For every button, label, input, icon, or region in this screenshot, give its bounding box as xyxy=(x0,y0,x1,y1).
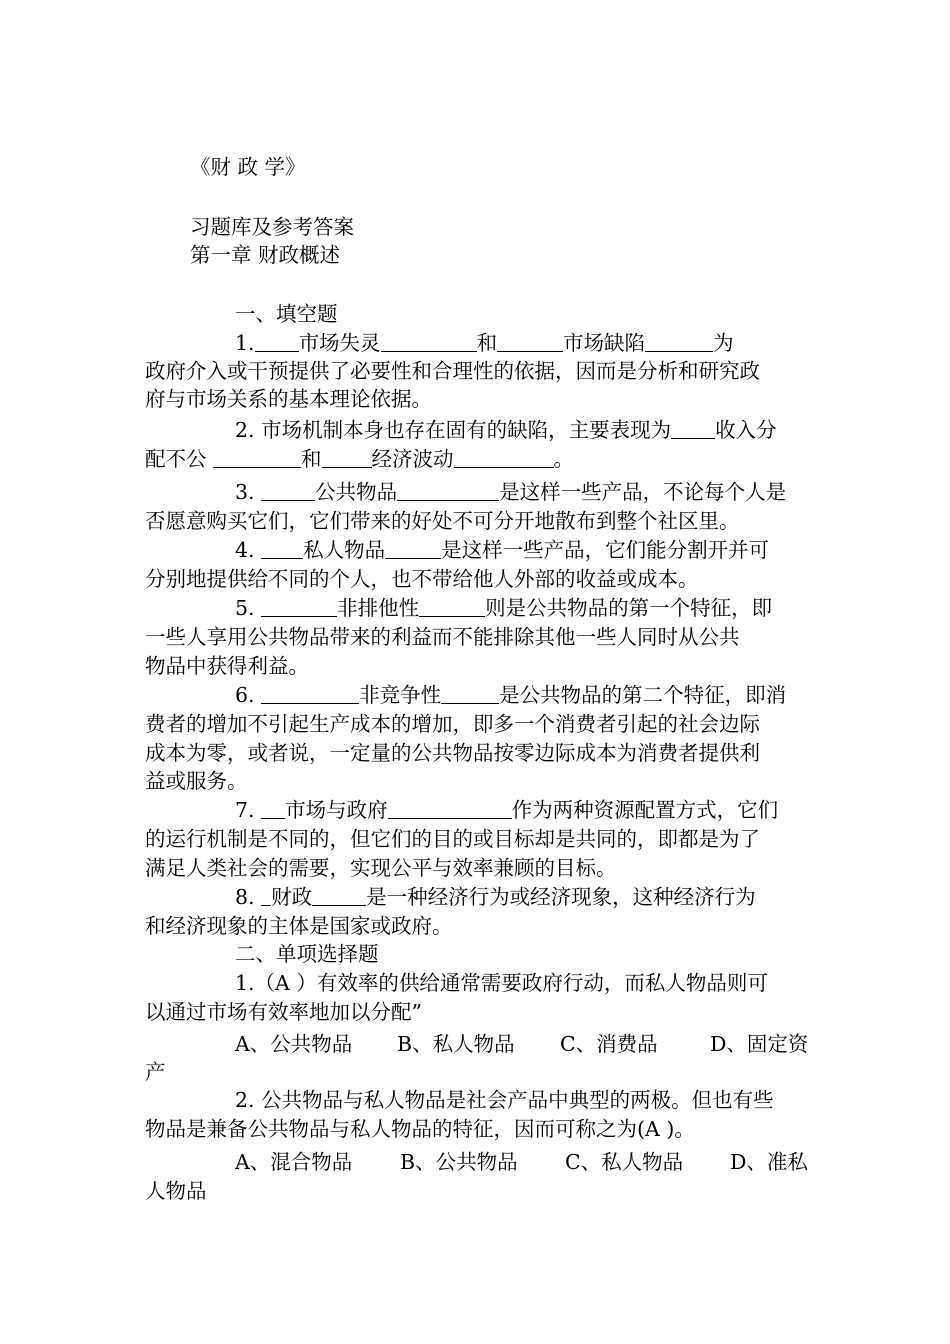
fill-q1-answer1: 市场失灵 xyxy=(298,331,381,355)
fill-q7-line3: 满足人类社会的需要，实现公平与效率兼顾的目标。 xyxy=(145,856,617,880)
fill-q4-line2: 分别地提供给不同的个人，也不带给他人外部的收益或成本。 xyxy=(145,567,699,591)
choice-q1-line1: 1.（A ）有效率的供给通常需要政府行动，而私人物品则可 xyxy=(235,971,768,995)
fill-q2-answer1: 收入分 xyxy=(715,418,777,442)
fill-q4-answer: 私人物品 xyxy=(303,538,386,562)
fill-q4-line1: 4. 私人物品 是这样一些产品，它们能分割开并可 xyxy=(235,538,770,562)
fill-q1-line3: 府与市场关系的基本理论依据。 xyxy=(145,387,432,411)
fill-q3-line1: 3. 公共物品 是这样一些产品，不论每个人是 xyxy=(235,480,787,504)
fill-q6-line3: 成本为零，或者说，一定量的公共物品按零边际成本为消费者提供利 xyxy=(145,741,760,765)
choice-q2-option-d-cont: 人物品 xyxy=(145,1179,207,1203)
fill-q2-line2: 配不公 和 经济波动 。 xyxy=(145,447,575,471)
fill-q8-answer: 财政 xyxy=(271,885,313,909)
fill-q6-line1: 6. 非竞争性 是公共物品的第二个特征，即消 xyxy=(235,683,787,707)
section-heading-choice: 二、单项选择题 xyxy=(235,942,379,966)
fill-q2-line1: 2. 市场机制本身也存在固有的缺陷，主要表现为 收入分 xyxy=(235,418,777,442)
doc-subtitle: 习题库及参考答案 xyxy=(190,215,354,239)
fill-q6-line2: 费者的增加不引起生产成本的增加，即多一个消费者引起的社会边际 xyxy=(145,712,760,736)
fill-q6-line4: 益或服务。 xyxy=(145,769,248,793)
fill-q8-line1: 8. 财政 是一种经济行为或经济现象，这种经济行为 xyxy=(235,885,756,909)
fill-q8-line2: 和经济现象的主体是国家或政府。 xyxy=(145,914,453,938)
fill-q1-line1: 1. 市场失灵 和 市场缺陷 为 xyxy=(235,331,734,355)
fill-q7-answer: 市场与政府 xyxy=(285,798,388,822)
choice-q1-option-d: D、固定资 xyxy=(710,1032,809,1056)
fill-q1-answer2: 市场缺陷 xyxy=(563,331,646,355)
choice-q2-option-d: D、准私 xyxy=(730,1150,808,1174)
fill-q5-line3: 物品中获得利益。 xyxy=(145,654,309,678)
fill-q5-line1: 5. 非排他性 则是公共物品的第一个特征，即 xyxy=(235,596,773,620)
choice-q1-option-b: B、私人物品 xyxy=(397,1032,515,1056)
choice-q2-line1: 2. 公共物品与私人物品是社会产品中典型的两极。但也有些 xyxy=(235,1088,774,1112)
choice-q2-line2: 物品是兼备公共物品与私人物品的特征，因而可称之为(A )。 xyxy=(145,1117,695,1141)
choice-q2-option-b: B、公共物品 xyxy=(400,1150,518,1174)
choice-q1-option-d-cont: 产 xyxy=(145,1060,166,1084)
fill-q3-line2: 否愿意购买它们，它们带来的好处不可分开地散布到整个社区里。 xyxy=(145,509,740,533)
choice-q1-option-a: A、公共物品 xyxy=(235,1032,353,1056)
choice-q2-option-c: C、私人物品 xyxy=(565,1150,684,1174)
section-heading-fill: 一、填空题 xyxy=(235,302,338,326)
choice-q1-line2: 以通过市场有效率地加以分配” xyxy=(145,1000,422,1024)
choice-q1-option-c: C、消费品 xyxy=(560,1032,658,1056)
doc-title: 《财 政 学》 xyxy=(190,155,306,179)
choice-q2-option-a: A、混合物品 xyxy=(235,1150,353,1174)
fill-q1-line2: 政府介入或干预提供了必要性和合理性的依据，因而是分析和研究政 xyxy=(145,359,760,383)
chapter-heading: 第一章 财政概述 xyxy=(190,243,341,267)
fill-q7-line2: 的运行机制是不同的，但它们的目的或目标却是共同的，即都是为了 xyxy=(145,827,760,851)
fill-q6-answer: 非竞争性 xyxy=(359,683,442,707)
fill-q5-answer: 非排他性 xyxy=(337,596,420,620)
fill-q3-answer: 公共物品 xyxy=(315,480,398,504)
fill-q5-line2: 一些人享用公共物品带来的利益而不能排除其他一些人同时从公共 xyxy=(145,625,740,649)
fill-q2-answer2: 经济波动 xyxy=(371,447,454,471)
fill-q7-line1: 7. 市场与政府 作为两种资源配置方式，它们 xyxy=(235,798,779,822)
